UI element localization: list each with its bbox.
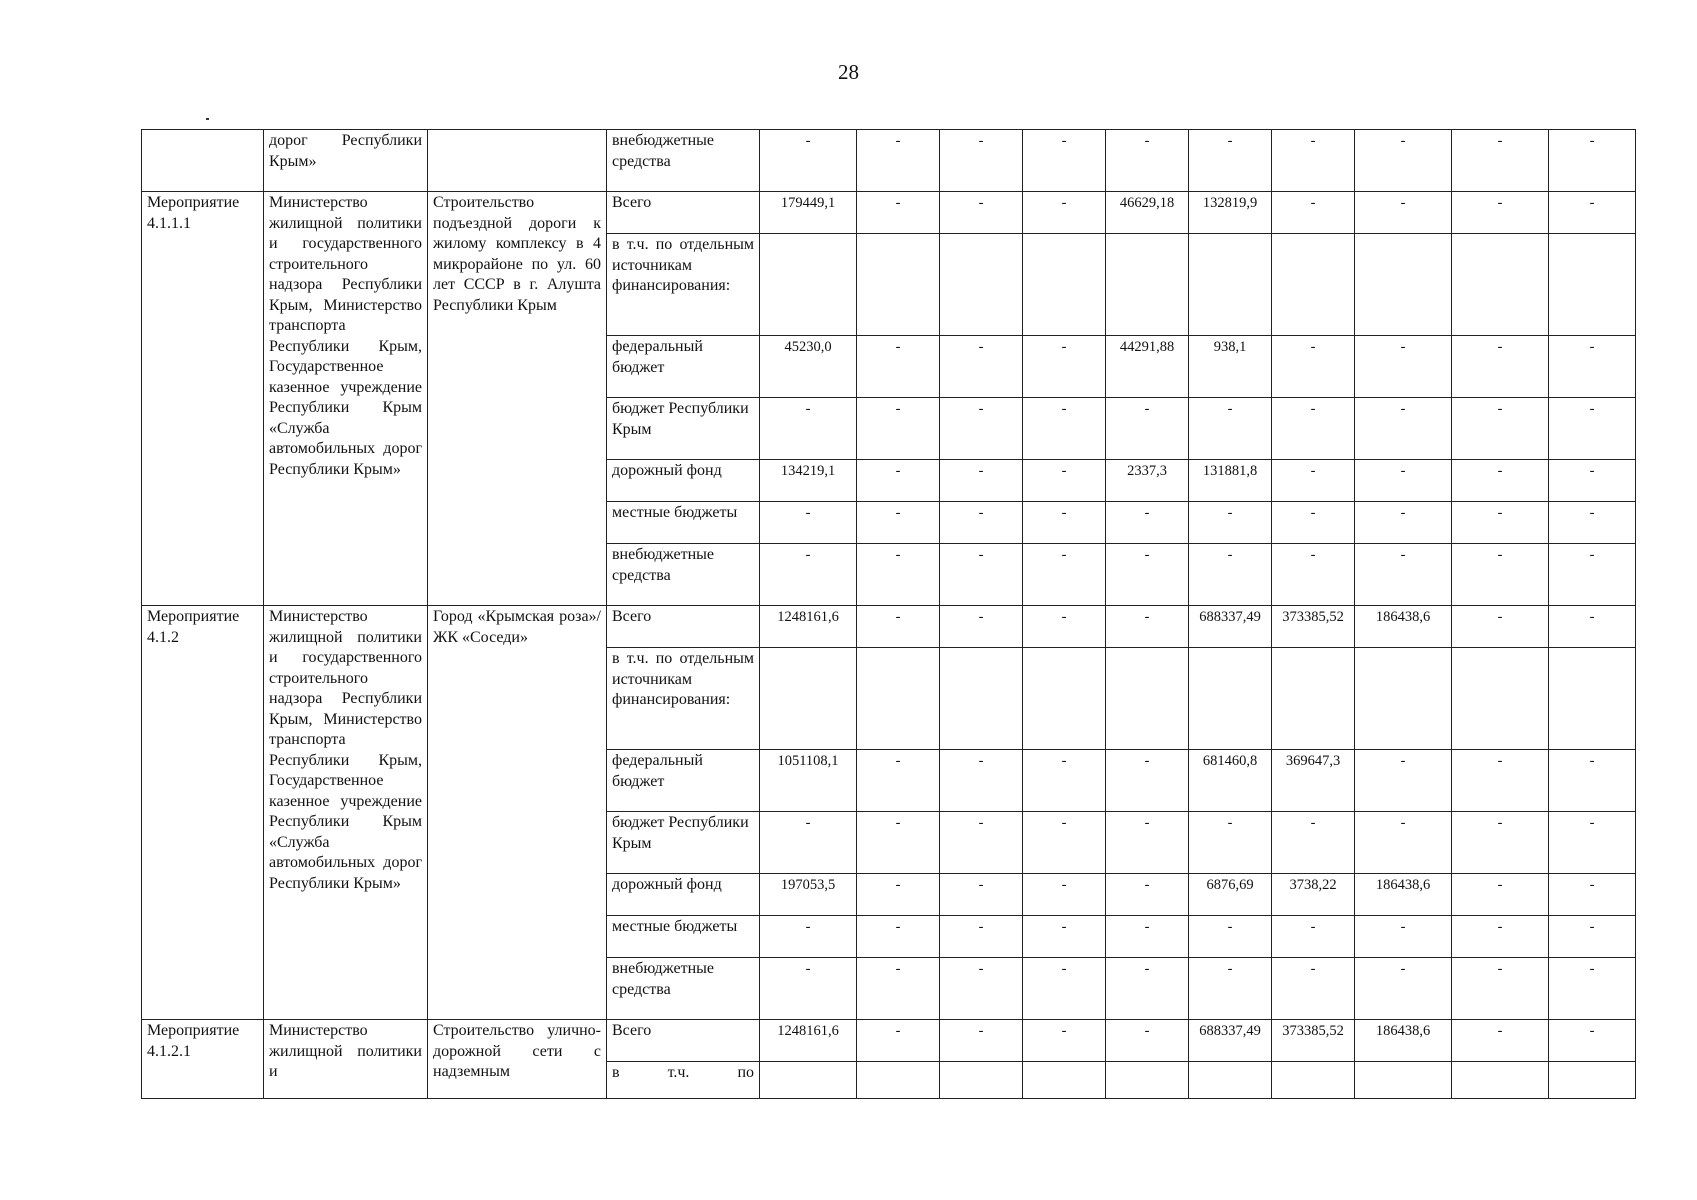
value-cell: - (1272, 544, 1355, 606)
value-cell: - (857, 750, 940, 812)
value-cell: - (940, 916, 1023, 958)
value-cell: 197053,5 (760, 874, 857, 916)
value-cell: - (940, 130, 1023, 192)
value-cell (1272, 234, 1355, 336)
value-cell (1549, 648, 1636, 750)
value-cell: 373385,52 (1272, 1020, 1355, 1062)
funding-table (141, 129, 1636, 1099)
value-cell: - (1023, 398, 1106, 460)
value-cell: - (1023, 916, 1106, 958)
value-cell: - (857, 812, 940, 874)
event-name-cell: Строительство улично-дорожной сети с надземным (428, 1020, 607, 1099)
value-cell (940, 1062, 1023, 1099)
value-cell (857, 1062, 940, 1099)
event-name-cell: Строительство подъездной дороги к жилому комплексу в 4 микрорайоне по ул. 60 лет СССР в г. Алушта Республики Крым (428, 192, 607, 606)
value-cell: - (1272, 398, 1355, 460)
value-cell: - (857, 544, 940, 606)
value-cell: - (1355, 502, 1452, 544)
value-cell: - (760, 958, 857, 1020)
value-cell: - (1549, 916, 1636, 958)
value-cell: 688337,49 (1189, 606, 1272, 648)
value-cell: - (1023, 812, 1106, 874)
value-cell: - (760, 544, 857, 606)
value-cell: - (1355, 192, 1452, 234)
source-cell: Всего (607, 606, 760, 648)
value-cell: - (1549, 812, 1636, 874)
value-cell: - (1452, 606, 1549, 648)
value-cell: - (857, 874, 940, 916)
value-cell: - (1272, 916, 1355, 958)
value-cell: - (1549, 874, 1636, 916)
value-cell: 1248161,6 (760, 606, 857, 648)
value-cell: - (760, 398, 857, 460)
value-cell: - (1272, 958, 1355, 1020)
value-cell: - (1549, 750, 1636, 812)
source-cell: в т.ч. по отдельным источникам финансирования: (607, 234, 760, 336)
value-cell: - (1549, 958, 1636, 1020)
source-cell: бюджет Республики Крым (607, 812, 760, 874)
value-cell: 132819,9 (1189, 192, 1272, 234)
value-cell: - (1023, 874, 1106, 916)
table-row (142, 192, 1636, 234)
value-cell: - (1355, 460, 1452, 502)
value-cell: - (1023, 1020, 1106, 1062)
value-cell: 938,1 (1189, 336, 1272, 398)
value-cell: 186438,6 (1355, 606, 1452, 648)
source-cell: местные бюджеты (607, 502, 760, 544)
value-cell (1189, 648, 1272, 750)
value-cell: - (1272, 192, 1355, 234)
value-cell (1452, 234, 1549, 336)
value-cell: - (940, 606, 1023, 648)
source-cell: в т.ч. по отдельным источникам финансирования: (607, 648, 760, 750)
value-cell: - (1452, 750, 1549, 812)
value-cell: - (1189, 398, 1272, 460)
value-cell: - (1023, 336, 1106, 398)
value-cell: - (857, 502, 940, 544)
value-cell: - (760, 502, 857, 544)
executor-cell: Министерство жилищной политики и государственного строительного надзора Республики Крым, Министерство транспорта Республики Крым, Государственное казенное учреждение Республики Крым «Служба автомобильных дорог Республики Крым» (264, 192, 428, 606)
value-cell: - (857, 192, 940, 234)
executor-cell: Министерство жилищной политики и государственного строительного надзора Республики Крым, Министерство транспорта Республики Крым, Государственное казенное учреждение Республики Крым «Служба автомобильных дорог Республики Крым» (264, 606, 428, 1020)
value-cell: - (760, 916, 857, 958)
value-cell: 131881,8 (1189, 460, 1272, 502)
value-cell: - (760, 812, 857, 874)
value-cell: - (1106, 812, 1189, 874)
event-name-cell (428, 130, 607, 192)
value-cell (1355, 648, 1452, 750)
value-cell (1549, 1062, 1636, 1099)
value-cell (760, 1062, 857, 1099)
value-cell: - (1023, 544, 1106, 606)
value-cell: - (1549, 606, 1636, 648)
value-cell: - (940, 336, 1023, 398)
value-cell: 6876,69 (1189, 874, 1272, 916)
value-cell: 688337,49 (1189, 1020, 1272, 1062)
page-number: 28 (838, 60, 859, 84)
value-cell: - (940, 874, 1023, 916)
value-cell (1189, 1062, 1272, 1099)
value-cell: - (940, 460, 1023, 502)
value-cell: 45230,0 (760, 336, 857, 398)
value-cell: - (1355, 812, 1452, 874)
value-cell: - (1189, 502, 1272, 544)
value-cell (1452, 648, 1549, 750)
value-cell: - (857, 916, 940, 958)
value-cell: - (1023, 750, 1106, 812)
value-cell (1023, 648, 1106, 750)
value-cell: - (1452, 192, 1549, 234)
value-cell: - (1106, 398, 1189, 460)
source-cell: федеральный бюджет (607, 750, 760, 812)
value-cell: - (857, 606, 940, 648)
value-cell: - (1452, 958, 1549, 1020)
value-cell: - (1549, 398, 1636, 460)
value-cell: - (1023, 958, 1106, 1020)
value-cell: 179449,1 (760, 192, 857, 234)
value-cell (857, 234, 940, 336)
value-cell: - (1106, 1020, 1189, 1062)
value-cell: 373385,52 (1272, 606, 1355, 648)
value-cell: - (940, 750, 1023, 812)
value-cell (940, 648, 1023, 750)
value-cell: - (1189, 916, 1272, 958)
value-cell: - (1106, 606, 1189, 648)
table-row (142, 130, 1636, 192)
value-cell (1023, 1062, 1106, 1099)
value-cell (1452, 1062, 1549, 1099)
value-cell (1272, 648, 1355, 750)
event-title-cell: Мероприятие 4.1.2.1 (142, 1020, 264, 1099)
value-cell: - (1549, 130, 1636, 192)
source-cell: Всего (607, 1020, 760, 1062)
value-cell (1355, 1062, 1452, 1099)
value-cell (1106, 234, 1189, 336)
event-title-cell (142, 130, 264, 192)
value-cell: - (1272, 336, 1355, 398)
value-cell: - (1452, 544, 1549, 606)
table-row (142, 1020, 1636, 1062)
value-cell: 3738,22 (1272, 874, 1355, 916)
value-cell: 1051108,1 (760, 750, 857, 812)
value-cell: - (1272, 130, 1355, 192)
source-cell: бюджет Республики Крым (607, 398, 760, 460)
value-cell: - (1549, 336, 1636, 398)
value-cell: - (1452, 1020, 1549, 1062)
value-cell: - (1106, 502, 1189, 544)
value-cell: - (1023, 192, 1106, 234)
value-cell: 134219,1 (760, 460, 857, 502)
value-cell: - (1272, 812, 1355, 874)
value-cell (760, 234, 857, 336)
source-cell: федеральный бюджет (607, 336, 760, 398)
value-cell (1106, 648, 1189, 750)
value-cell: - (857, 958, 940, 1020)
value-cell: - (1106, 544, 1189, 606)
source-cell: Всего (607, 192, 760, 234)
value-cell: 46629,18 (1106, 192, 1189, 234)
value-cell: - (940, 812, 1023, 874)
event-name-cell: Город «Крымская роза»/ЖК «Соседи» (428, 606, 607, 1020)
value-cell: - (1452, 502, 1549, 544)
event-title-cell: Мероприятие 4.1.2 (142, 606, 264, 1020)
value-cell: - (857, 336, 940, 398)
value-cell: - (1452, 130, 1549, 192)
value-cell (760, 648, 857, 750)
value-cell: - (1106, 750, 1189, 812)
value-cell: - (1106, 130, 1189, 192)
value-cell (1272, 1062, 1355, 1099)
value-cell: - (940, 544, 1023, 606)
value-cell (1549, 234, 1636, 336)
value-cell: - (857, 130, 940, 192)
decorative-dot (206, 118, 209, 120)
value-cell: 369647,3 (1272, 750, 1355, 812)
value-cell: - (1549, 192, 1636, 234)
value-cell: - (1355, 916, 1452, 958)
value-cell: 186438,6 (1355, 874, 1452, 916)
table-row (142, 606, 1636, 648)
source-cell: местные бюджеты (607, 916, 760, 958)
value-cell (1189, 234, 1272, 336)
value-cell (1106, 1062, 1189, 1099)
value-cell: - (760, 130, 857, 192)
value-cell: - (1452, 916, 1549, 958)
value-cell: - (1549, 1020, 1636, 1062)
value-cell: - (1549, 544, 1636, 606)
value-cell: - (1355, 750, 1452, 812)
value-cell: - (1355, 336, 1452, 398)
source-cell: внебюджетные средства (607, 958, 760, 1020)
value-cell (1023, 234, 1106, 336)
value-cell: - (940, 502, 1023, 544)
value-cell: 44291,88 (1106, 336, 1189, 398)
value-cell: - (857, 460, 940, 502)
value-cell: - (1189, 544, 1272, 606)
event-title-cell: Мероприятие 4.1.1.1 (142, 192, 264, 606)
value-cell: - (1355, 958, 1452, 1020)
source-cell: в т.ч. по (607, 1062, 760, 1099)
value-cell: - (1023, 606, 1106, 648)
value-cell (857, 648, 940, 750)
value-cell (940, 234, 1023, 336)
value-cell: - (940, 398, 1023, 460)
value-cell: - (1023, 502, 1106, 544)
source-cell: внебюджетные средства (607, 544, 760, 606)
value-cell: - (1452, 460, 1549, 502)
value-cell: 681460,8 (1189, 750, 1272, 812)
value-cell: 186438,6 (1355, 1020, 1452, 1062)
value-cell: - (1106, 958, 1189, 1020)
value-cell: - (1355, 544, 1452, 606)
value-cell: - (1355, 398, 1452, 460)
source-cell: внебюджетные средства (607, 130, 760, 192)
source-cell: дорожный фонд (607, 874, 760, 916)
value-cell: 2337,3 (1106, 460, 1189, 502)
value-cell: - (857, 398, 940, 460)
value-cell: 1248161,6 (760, 1020, 857, 1062)
executor-cell: дорог Республики Крым» (264, 130, 428, 192)
value-cell (1355, 234, 1452, 336)
value-cell: - (1452, 398, 1549, 460)
executor-cell: Министерство жилищной политики и (264, 1020, 428, 1099)
value-cell: - (1272, 460, 1355, 502)
value-cell: - (1106, 874, 1189, 916)
value-cell: - (1023, 130, 1106, 192)
source-cell: дорожный фонд (607, 460, 760, 502)
value-cell: - (1189, 958, 1272, 1020)
value-cell: - (1452, 812, 1549, 874)
value-cell: - (1452, 874, 1549, 916)
value-cell: - (1189, 812, 1272, 874)
value-cell: - (1272, 502, 1355, 544)
value-cell: - (940, 958, 1023, 1020)
value-cell: - (1106, 916, 1189, 958)
value-cell: - (1452, 336, 1549, 398)
value-cell: - (1549, 460, 1636, 502)
value-cell: - (940, 1020, 1023, 1062)
value-cell: - (1189, 130, 1272, 192)
value-cell: - (1023, 460, 1106, 502)
value-cell: - (1355, 130, 1452, 192)
value-cell: - (857, 1020, 940, 1062)
value-cell: - (940, 192, 1023, 234)
value-cell: - (1549, 502, 1636, 544)
